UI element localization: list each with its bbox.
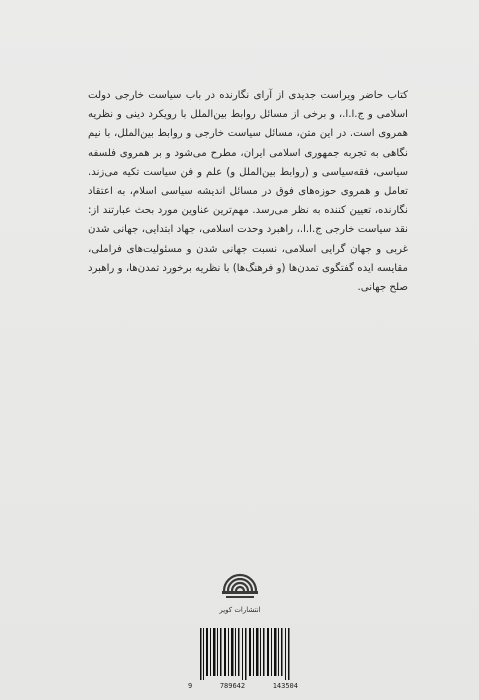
isbn-digit-group: 789642 [219, 682, 246, 690]
isbn-number [188, 682, 298, 690]
isbn-digit-group: 143504 [272, 682, 298, 690]
isbn-barcode [200, 628, 290, 690]
back-cover-blurb: کتاب حاضر ویراست جدیدی از آرای نگارنده در باب سیاست خارجی دولت اسلامی و ج.ا.ا.، و برخی از مسائل روابط بین‌الملل با رویکرد دینی و نظریه همروی است. در این متن، مسائل سیاست خارجی و روابط بین‌الملل، با نیم نگاهی به تجربه جمهوری اسلامی ایران، مطرح می‌شود و بر همروی فلسفه سیاسی، فقه‌سیاسی و (روابط بین‌الملل و) علم و فن سیاست تکیه می‌زند. تعامل و همروی حوزه‌های فوق در مسائل اندیشه سیاسی اسلام، به اعتقاد نگارنده، تعیین کننده به نظر می‌رسد. مهم‌ترین عناوین مورد بحث عبارتند از: نقد سیاست خارجی ج.ا.ا.، راهبرد وحدت اسلامی، جهاد ابتدایی، جهانی شدن غربی و جهان گرایی اسلامی، نسبت جهانی شدن و مسئولیت‌های فراملی، مقایسه ایده گفتگوی تمدن‌ها (و فرهنگ‌ها) با نظریه برخورد تمدن‌ها، و راهبرد صلح جهانی. [88, 90, 408, 294]
publisher-name: انتشارات کویر [219, 606, 261, 614]
isbn-digit-group: 9 [188, 682, 193, 690]
